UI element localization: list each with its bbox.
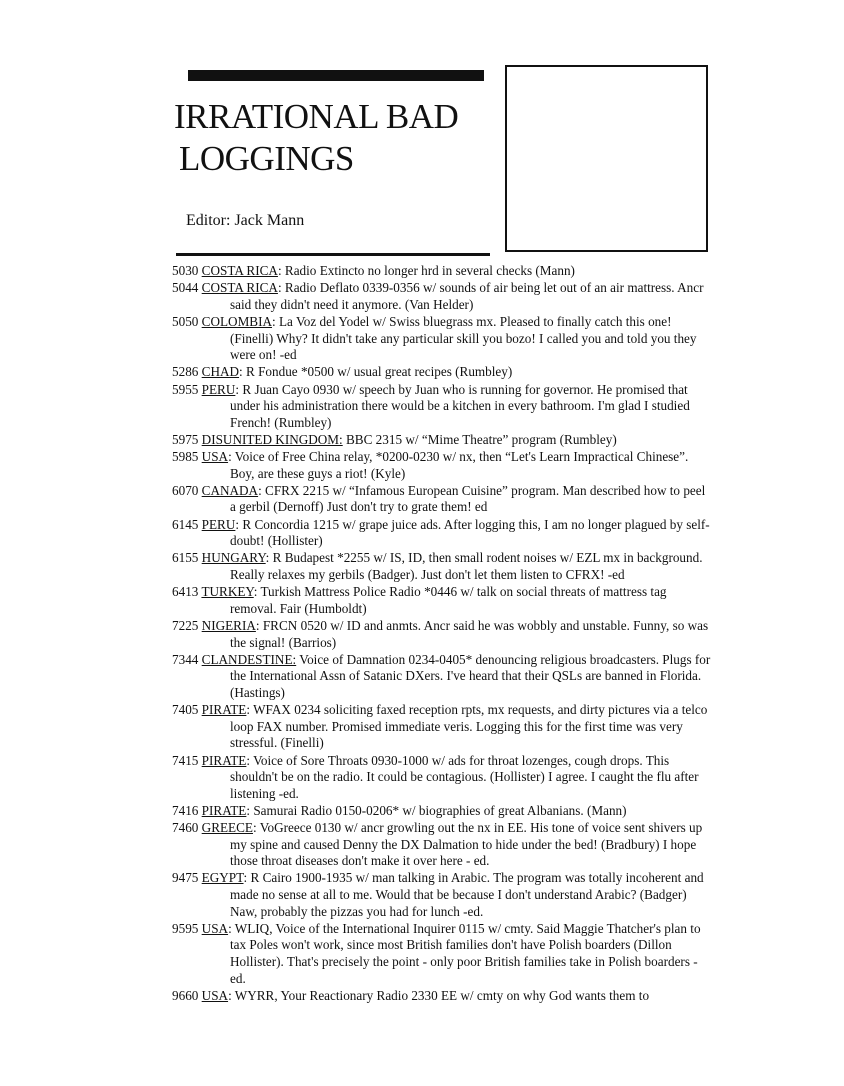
log-country: PIRATE <box>201 702 247 718</box>
log-entry <box>172 820 712 870</box>
log-country: CANADA <box>201 482 259 498</box>
log-country: DISUNITED KINGDOM: <box>201 431 343 447</box>
log-entry <box>172 483 712 516</box>
log-entry <box>172 921 712 987</box>
log-entry <box>172 652 712 702</box>
log-frequency: 7225 <box>172 618 199 633</box>
log-entry <box>172 449 712 482</box>
log-text: : La Voz del Yodel w/ Swiss bluegrass mx. Pleased to finally catch this one! (Finelli) Why? It didn't take any particular skill you bozo! I called you and told you they were on! -ed <box>230 313 697 363</box>
log-country: PERU <box>201 381 236 397</box>
log-country: USA <box>201 449 229 465</box>
log-frequency: 6413 <box>172 584 199 600</box>
log-entry <box>172 263 712 280</box>
log-frequency: 5050 <box>172 313 199 329</box>
log-frequency: 6070 <box>172 482 199 498</box>
log-text: Voice of Damnation 0234-0405* denouncing religious broadcasters. Plugs for the International Assn of Satanic DXers. I've heard that their QSLs are banned in Florida. (Hastings) <box>230 651 711 700</box>
log-country: GREECE <box>201 820 253 836</box>
log-frequency: 5975 <box>172 431 199 447</box>
log-frequency: 5044 <box>172 280 199 296</box>
log-frequency: 7416 <box>172 802 199 818</box>
log-frequency: 7405 <box>172 702 199 718</box>
log-country: COSTA RICA <box>201 263 278 278</box>
section-divider <box>176 253 490 256</box>
log-country: NIGERIA <box>201 618 256 633</box>
log-frequency: 9660 <box>172 987 199 1003</box>
log-frequency: 9595 <box>172 920 199 936</box>
log-text: : R Concordia 1215 w/ grape juice ads. After logging this, I am no longer plagued by self-doubt! (Hollister) <box>230 516 710 549</box>
log-country: COSTA RICA <box>201 280 278 296</box>
log-text: : WFAX 0234 soliciting faxed reception rpts, mx requests, and dirty pictures via a telco loop FAX number. Promised immediate veris. Logging this for the first time was very stressful. (Finelli) <box>230 702 708 751</box>
log-frequency: 7415 <box>172 752 199 768</box>
log-text: : CFRX 2215 w/ “Infamous European Cuisine” program. Man described how to peel a gerbil (Dernoff) Just don't try to grate them! ed <box>230 482 706 515</box>
log-entry <box>172 753 712 803</box>
title-line-1: IRRATIONAL BAD <box>174 97 459 136</box>
log-text: BBC 2315 w/ “Mime Theatre” program (Rumbley) <box>342 431 617 447</box>
log-entry <box>172 382 712 432</box>
log-text: : R Cairo 1900-1935 w/ man talking in Arabic. The program was totally incoherent and made no sense at all to me. Would that be because I don't understand Arabic? (Badger) Naw, probably the pizzas you had for lunch -ed. <box>230 870 704 919</box>
log-country: PERU <box>201 516 236 532</box>
photo-placeholder-box <box>505 65 708 252</box>
log-text: : WYRR, Your Reactionary Radio 2330 EE w/ cmty on why God wants them to <box>228 987 650 1003</box>
log-country: USA <box>201 987 229 1003</box>
log-entry <box>172 432 712 449</box>
log-entry <box>172 517 712 550</box>
log-entry <box>172 618 712 651</box>
log-entry <box>172 988 712 1005</box>
log-text: : Radio Extincto no longer hrd in several checks (Mann) <box>277 263 575 278</box>
log-frequency: 9475 <box>172 870 199 886</box>
log-frequency: 5955 <box>172 381 199 397</box>
log-entry <box>172 803 712 820</box>
log-entry <box>172 280 712 313</box>
log-country: COLOMBIA <box>201 313 273 329</box>
page-title <box>174 96 458 180</box>
log-list <box>172 263 712 1005</box>
log-frequency: 7344 <box>172 651 199 667</box>
log-entry <box>172 584 712 617</box>
log-country: USA <box>201 920 229 936</box>
log-entry <box>172 314 712 364</box>
header-bar <box>188 70 484 81</box>
log-frequency: 5985 <box>172 449 199 465</box>
log-country: CLANDESTINE: <box>201 651 297 667</box>
log-frequency: 6155 <box>172 550 199 566</box>
log-country: PIRATE <box>201 752 247 768</box>
log-text: : R Fondue *0500 w/ usual great recipes (Rumbley) <box>239 364 513 380</box>
log-text: : Turkish Mattress Police Radio *0446 w/ talk on social threats of mattress tag removal. Fair (Humboldt) <box>230 584 667 616</box>
log-text: : R Budapest *2255 w/ IS, ID, then small rodent noises w/ EZL mx in background. Really relaxes my gerbils (Badger). Just don't let them listen to CFRX! -ed <box>230 550 703 583</box>
log-entry <box>172 364 712 381</box>
log-entry <box>172 550 712 583</box>
log-country: TURKEY <box>201 584 254 600</box>
title-line-2: LOGGINGS <box>179 139 354 178</box>
log-entry <box>172 702 712 752</box>
log-text: : VoGreece 0130 w/ ancr growling out the nx in EE. His tone of voice sent shivers up my spine and caused Denny the DX Dalmation to hide under the bed! (Bradbury) I hope those throat diseases don't make it over here - ed. <box>230 820 703 869</box>
log-frequency: 7460 <box>172 820 199 836</box>
log-frequency: 6145 <box>172 516 199 532</box>
log-entry <box>172 870 712 920</box>
log-country: EGYPT <box>201 870 244 886</box>
log-text: : Radio Deflato 0339-0356 w/ sounds of air being let out of an air mattress. Ancr said they didn't need it anymore. (Van Helder) <box>230 280 704 312</box>
log-text: : R Juan Cayo 0930 w/ speech by Juan who is running for governor. He promised that under his administration there would be a kitchen in every bathroom. I'm glad I studied French! (Rumbley) <box>230 381 690 430</box>
editor-credit: Editor: Jack Mann <box>186 212 305 229</box>
log-text: : FRCN 0520 w/ ID and anmts. Ancr said he was wobbly and unstable. Funny, so was the signal! (Barrios) <box>230 618 709 650</box>
log-text: : WLIQ, Voice of the International Inquirer 0115 w/ cmty. Said Maggie Thatcher's plan to tax Poles won't work, since most British families don't have Polish boarders (Dillon Hollister). That's precisely the point - only poor British families take in Polish boarders -ed. <box>228 920 701 986</box>
log-country: CHAD <box>201 364 240 380</box>
log-text: : Voice of Free China relay, *0200-0230 w/ nx, then “Let's Learn Impractical Chinese”. Boy, are these guys a riot! (Kyle) <box>228 449 689 481</box>
log-country: HUNGARY <box>201 550 266 566</box>
log-text: : Samurai Radio 0150-0206* w/ biographies of great Albanians. (Mann) <box>246 802 627 818</box>
log-frequency: 5030 <box>172 263 199 278</box>
log-frequency: 5286 <box>172 364 199 380</box>
log-text: : Voice of Sore Throats 0930-1000 w/ ads for throat lozenges, cough drops. This shouldn't be on the radio. It could be contagious. (Hollister) I agree. I caught the flu after listening -ed. <box>230 752 699 801</box>
log-country: PIRATE <box>201 802 247 818</box>
